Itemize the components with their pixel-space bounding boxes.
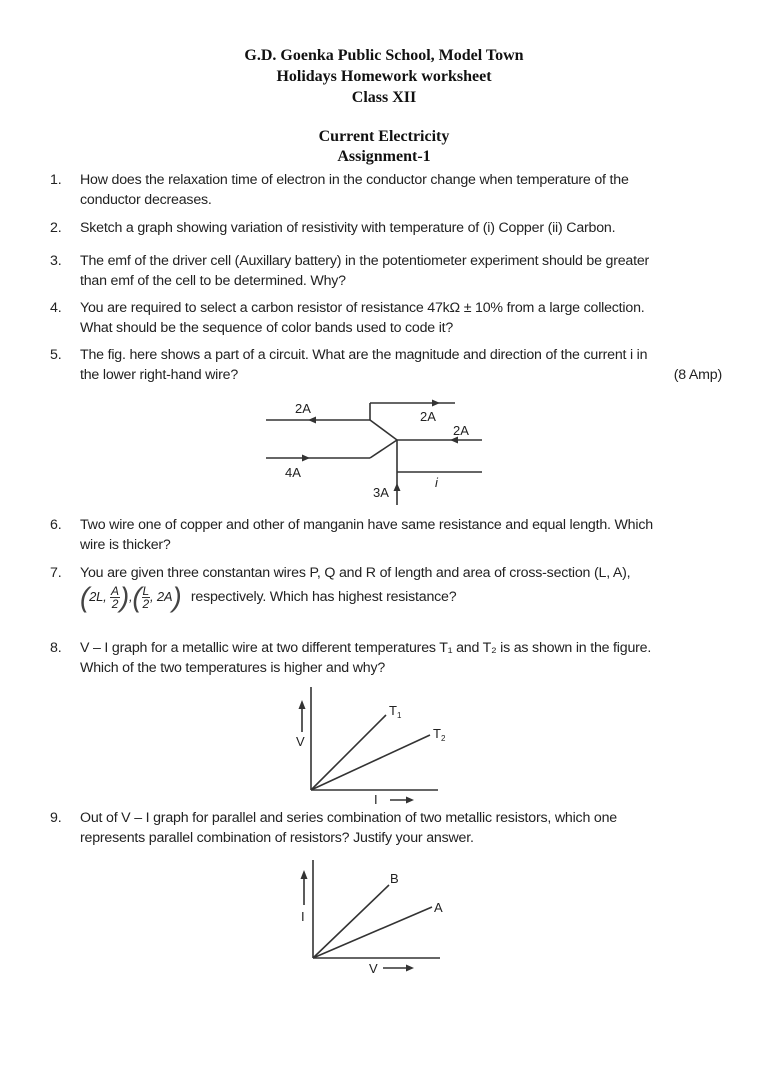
x-axis-label: V — [369, 961, 378, 976]
current-label-bottom-left: 4A — [285, 465, 301, 480]
school-name: G.D. Goenka Public School, Model Town — [244, 47, 524, 64]
question-text: Two wire one of copper and other of manganin have same resistance and equal length. Which — [80, 517, 653, 533]
question-text: conductor decreases. — [80, 192, 212, 208]
line-label-b: B — [390, 871, 399, 886]
subject-title: Current Electricity — [318, 128, 450, 145]
question-text: wire is thicker? — [80, 537, 171, 553]
current-label-mid-right: 2A — [453, 423, 469, 438]
question-number: 3. — [50, 253, 62, 269]
question-3 — [50, 251, 722, 291]
question-text: The emf of the driver cell (Auxillary battery) in the potentiometer experiment should be greater — [80, 253, 650, 269]
question-text: What should be the sequence of color bands used to code it? — [80, 320, 454, 336]
x-axis-label: I — [374, 792, 378, 807]
question-number: 6. — [50, 517, 62, 533]
vi-graph-combination — [290, 855, 470, 985]
question-text: represents parallel combination of resistors? Justify your answer. — [80, 830, 474, 846]
class-label: Class XII — [351, 89, 417, 106]
question-number: 8. — [50, 640, 62, 656]
question-8 — [50, 638, 722, 678]
question-number: 4. — [50, 300, 62, 316]
line-label-t1: $T_1$ — [389, 703, 402, 720]
question-5 — [50, 345, 722, 385]
line-label-t2: $T_2$ — [433, 726, 446, 743]
question-number: 1. — [50, 172, 62, 188]
math-expression: (2L, $\frac{A}{2}$ ),( $\frac{L}{2}$ , 2A) — [80, 581, 182, 613]
answer-hint: (8 Amp) — [673, 367, 722, 383]
question-6 — [50, 515, 722, 555]
question-text: than emf of the cell to be determined. Why? — [80, 273, 346, 289]
question-1 — [50, 170, 722, 210]
question-number: 2. — [50, 220, 62, 236]
current-label-top-right: 2A — [420, 409, 436, 424]
current-label-unknown: i — [435, 475, 438, 490]
assignment-title: Assignment-1 — [337, 148, 431, 165]
current-label-top-left: 2A — [295, 401, 311, 416]
circuit-diagram — [260, 395, 490, 505]
question-text: How does the relaxation time of electron in the conductor change when temperature of the — [80, 172, 629, 188]
question-text: You are given three constantan wires P, Q and R of length and area of cross-section (L, A), — [80, 565, 631, 581]
question-2 — [50, 218, 722, 238]
question-9 — [50, 808, 722, 848]
question-number: 9. — [50, 810, 62, 826]
y-axis-label: V — [296, 734, 305, 749]
worksheet-title: Holidays Homework worksheet — [276, 68, 492, 85]
question-number: 7. — [50, 565, 62, 581]
current-label-bottom: 3A — [373, 485, 389, 500]
question-text: Sketch a graph showing variation of resistivity with temperature of (i) Copper (ii) Carbon. — [80, 220, 616, 236]
question-text: Which of the two temperatures is higher and why? — [80, 660, 386, 676]
question-4 — [50, 298, 722, 338]
question-text: Out of V – I graph for parallel and series combination of two metallic resistors, which one — [80, 810, 617, 826]
question-text: respectively. Which has highest resistance? — [190, 588, 457, 605]
y-axis-label: I — [301, 909, 305, 924]
question-text: V – I graph for a metallic wire at two different temperatures T₁ and T₂ is as shown in the figure. — [80, 640, 652, 656]
question-text: the lower right-hand wire? — [80, 367, 239, 383]
line-label-a: A — [434, 900, 443, 915]
vi-graph-temperature — [290, 682, 470, 807]
question-7 — [50, 563, 722, 613]
question-text: The fig. here shows a part of a circuit. What are the magnitude and direction of the current i in — [80, 347, 648, 363]
question-number: 5. — [50, 347, 62, 363]
question-text: You are required to select a carbon resistor of resistance 47kΩ ± 10% from a large collection. — [80, 300, 645, 316]
